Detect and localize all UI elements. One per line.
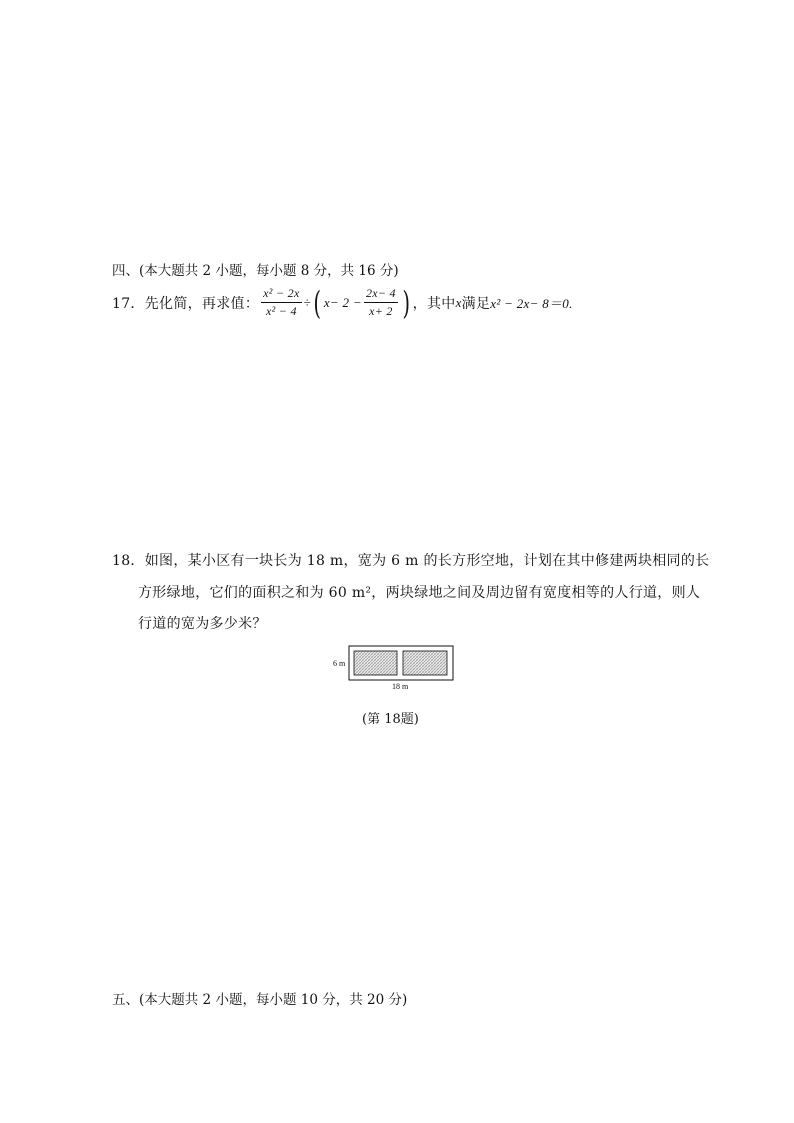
problem-18-text-1: 如图，某小区有一块长为 18 m，宽为 6 m 的长方形空地，计划在其中修建两块相同的长 — [144, 553, 710, 569]
fraction-1 — [261, 286, 301, 319]
fraction-2 — [364, 286, 398, 319]
problem-18-number: 18． — [112, 553, 145, 569]
problem-18-line-1 — [112, 550, 709, 570]
problem-17-number: 17． — [112, 295, 145, 312]
fraction-1-numerator: x² − 2x — [261, 286, 301, 303]
length-label: 18 m — [392, 682, 409, 691]
condition-variable: x — [455, 294, 462, 310]
section-5-heading: 五、(本大题共 2 小题，每小题 10 分，共 20 分) — [112, 992, 408, 1008]
divide-sign: ÷ — [303, 294, 312, 310]
problem-18-line-3: 行道的宽为多少米？ — [138, 616, 267, 632]
figure-caption: (第 18题) — [362, 712, 419, 727]
green-area-right — [403, 651, 447, 675]
width-label: 6 m — [333, 659, 346, 668]
condition-text: 满足 — [461, 295, 491, 312]
fraction-1-denominator: x² − 4 — [265, 304, 297, 318]
problem-18-figure — [330, 642, 460, 694]
problem-17 — [112, 283, 573, 322]
section-4-heading: 四、(本大题共 2 小题，每小题 8 分，共 16 分) — [112, 263, 399, 279]
left-paren: ( — [313, 283, 322, 322]
problem-18-line-2: 方形绿地，它们的面积之和为 60 m²，两块绿地之间及周边留有宽度相等的人行道，则人 — [138, 585, 701, 601]
problem-17-prompt: 先化简，再求值： — [144, 295, 260, 312]
right-paren: ) — [402, 283, 411, 322]
green-area-left — [354, 651, 397, 675]
fraction-2-denominator: x+ 2 — [369, 304, 393, 318]
condition-prefix: ，其中 — [412, 295, 456, 312]
condition-equation: x² − 2x− 8＝0. — [490, 296, 573, 311]
fraction-2-numerator: 2x− 4 — [364, 286, 398, 303]
inner-expression: x− 2 − — [323, 294, 362, 310]
